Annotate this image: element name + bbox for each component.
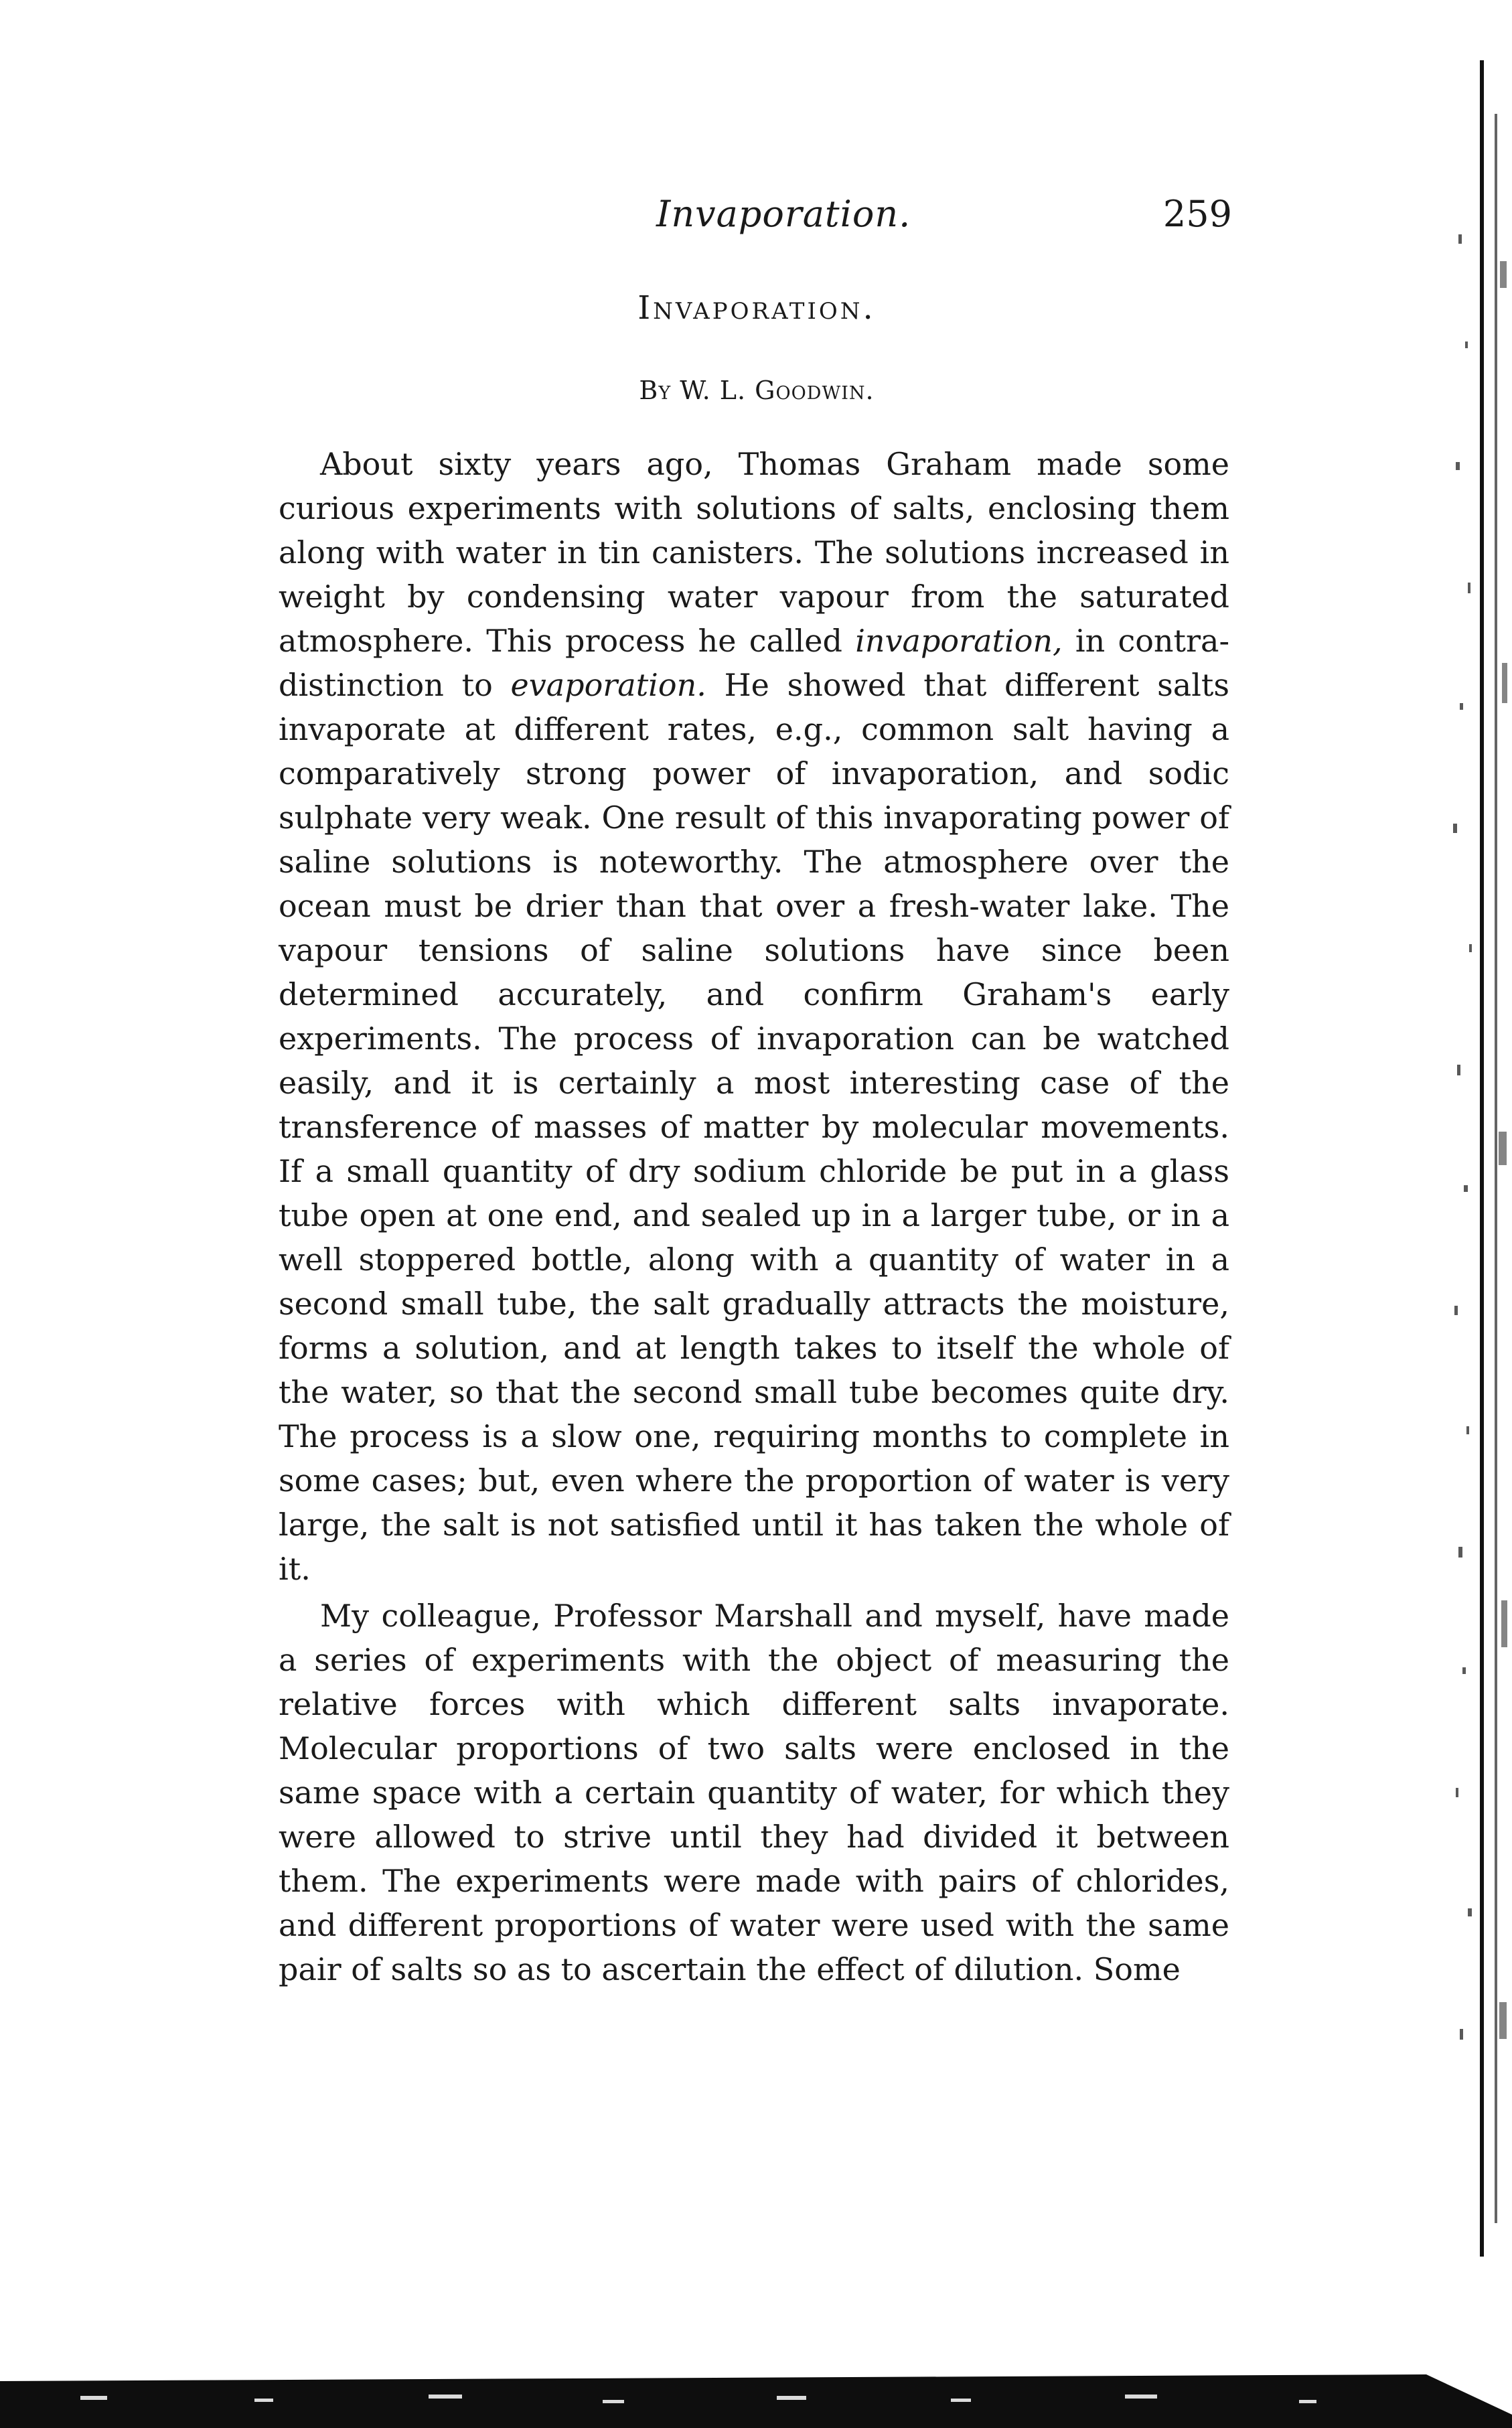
- page-number: 259: [1162, 193, 1232, 235]
- paragraph-2: My colleague, Professor Marshall and myself, have made a series of experiments with the object of measuring the relative forces with which different salts invaporate. Molecular proportions of two salts were enclosed in the same space with a certain quantity of water, for which they were allowed to strive until they had divided it between them. The experiments were made with pairs of chlorides, and different proportions of water were used with the same pair of salts so as to ascertain the effect of dilution. Some: [279, 1598, 1229, 1987]
- emphasis-evaporation: evaporation.: [510, 667, 706, 703]
- article-title: Invaporation.: [637, 289, 876, 327]
- running-head: [281, 191, 1232, 238]
- running-title: Invaporation.: [656, 193, 911, 235]
- paragraph-1: [279, 442, 1229, 1591]
- paragraph-1-text-b: in contra-distinction to: [279, 623, 1230, 703]
- emphasis-invaporation: invaporation,: [855, 623, 1063, 659]
- paragraph-1-text-c: He showed that different salts invaporate at different rates, e.g., common salt having a comparatively strong power of invaporation, and sodic sulphate very weak. One result of this invaporating power of saline solutions is noteworthy. The atmosphere over the ocean must be drier than that over a fresh-water lake. The vapour tensions of saline solutions have since been determined accurately, and confirm Graham's early experiments. The process of invaporation can be watched easily, and it is certainly a most interesting case of the transference of masses of matter by molecular movements. If a small quantity of dry sodium chloride be put in a glass tube open at one end, and sealed up in a larger tube, or in a well stoppered bottle, along with a quantity of water in a second small tube, the salt gradually attracts the moisture, forms a solution, and at length takes to itself the whole of the water, so that the second small tube becomes quite dry. The process is a slow one, requiring months to complete in some cases; but, even where the proportion of water is very large, the salt is not satisfied until it has taken the whole of it.: [279, 667, 1229, 1587]
- article-body: [279, 442, 1229, 1991]
- bottom-binding-band: [0, 2314, 1512, 2428]
- binding-edge-shadow: [1438, 60, 1512, 2257]
- article-byline: By W. L. Goodwin.: [639, 376, 875, 405]
- paragraph-1-text-a: About sixty years ago, Thomas Graham made some curious experiments with solutions of salts, enclosing them along with water in tin canisters. The solutions increased in weight by condensing water vapour from the saturated atmosphere. This process he called: [279, 446, 1229, 659]
